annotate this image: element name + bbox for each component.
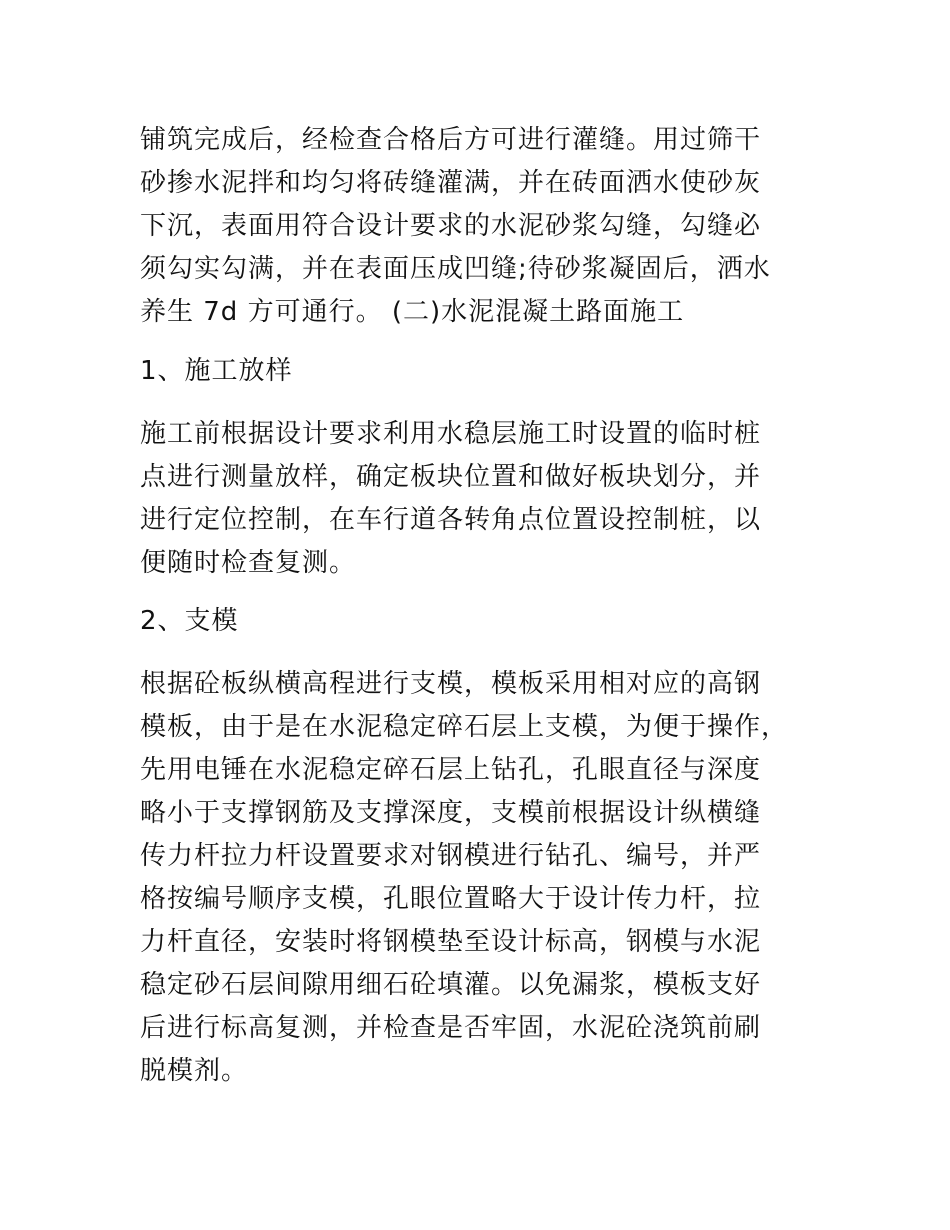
text-line: 略小于支撑钢筋及支撑深度，支模前根据设计纵横缝 — [140, 798, 762, 828]
paragraph-survey-layout — [140, 413, 830, 585]
text-line: 下沉，表面用符合设计要求的水泥砂浆勾缝，勾缝必 — [140, 211, 762, 241]
text-line: 养生 7d 方可通行。 (二)水泥混凝土路面施工 — [140, 297, 685, 327]
text-line: 稳定砂石层间隙用细石砼填灌。以免漏浆，模板支好 — [140, 970, 762, 1000]
paragraph-formwork — [140, 663, 830, 1093]
text-line: 格按编号顺序支模，孔眼位置略大于设计传力杆，拉 — [140, 884, 762, 914]
text-line: 进行定位控制，在车行道各转角点位置设控制桩，以 — [140, 505, 762, 535]
text-line: 脱模剂。 — [140, 1056, 249, 1086]
section-heading-formwork — [140, 600, 830, 643]
text-line: 砂掺水泥拌和均匀将砖缝灌满，并在砖面洒水使砂灰 — [140, 168, 762, 198]
text-line: 传力杆拉力杆设置要求对钢模进行钻孔、编号，并严 — [140, 841, 762, 871]
text-line: 模板，由于是在水泥稳定碎石层上支模，为便于操作， — [140, 712, 789, 742]
text-line: 铺筑完成后，经检查合格后方可进行灌缝。用过筛干 — [140, 125, 762, 155]
text-line: 须勾实勾满，并在表面压成凹缝;待砂浆凝固后，洒水 — [140, 254, 771, 284]
text-line: 根据砼板纵横高程进行支模，模板采用相对应的高钢 — [140, 669, 762, 699]
heading-text: 1、施工放样 — [140, 356, 293, 386]
heading-text: 2、支模 — [140, 606, 239, 636]
text-line: 力杆直径，安装时将钢模垫至设计标高，钢模与水泥 — [140, 927, 762, 957]
paragraph-grout-joints — [140, 119, 830, 334]
text-line: 便随时检查复测。 — [140, 548, 357, 578]
text-line: 施工前根据设计要求利用水稳层施工时设置的临时桩 — [140, 419, 762, 449]
section-heading-layout — [140, 350, 830, 393]
text-line: 后进行标高复测，并检查是否牢固，水泥砼浇筑前刷 — [140, 1013, 762, 1043]
text-line: 先用电锤在水泥稳定碎石层上钻孔，孔眼直径与深度 — [140, 755, 762, 785]
text-line: 点进行测量放样，确定板块位置和做好板块划分，并 — [140, 462, 762, 492]
